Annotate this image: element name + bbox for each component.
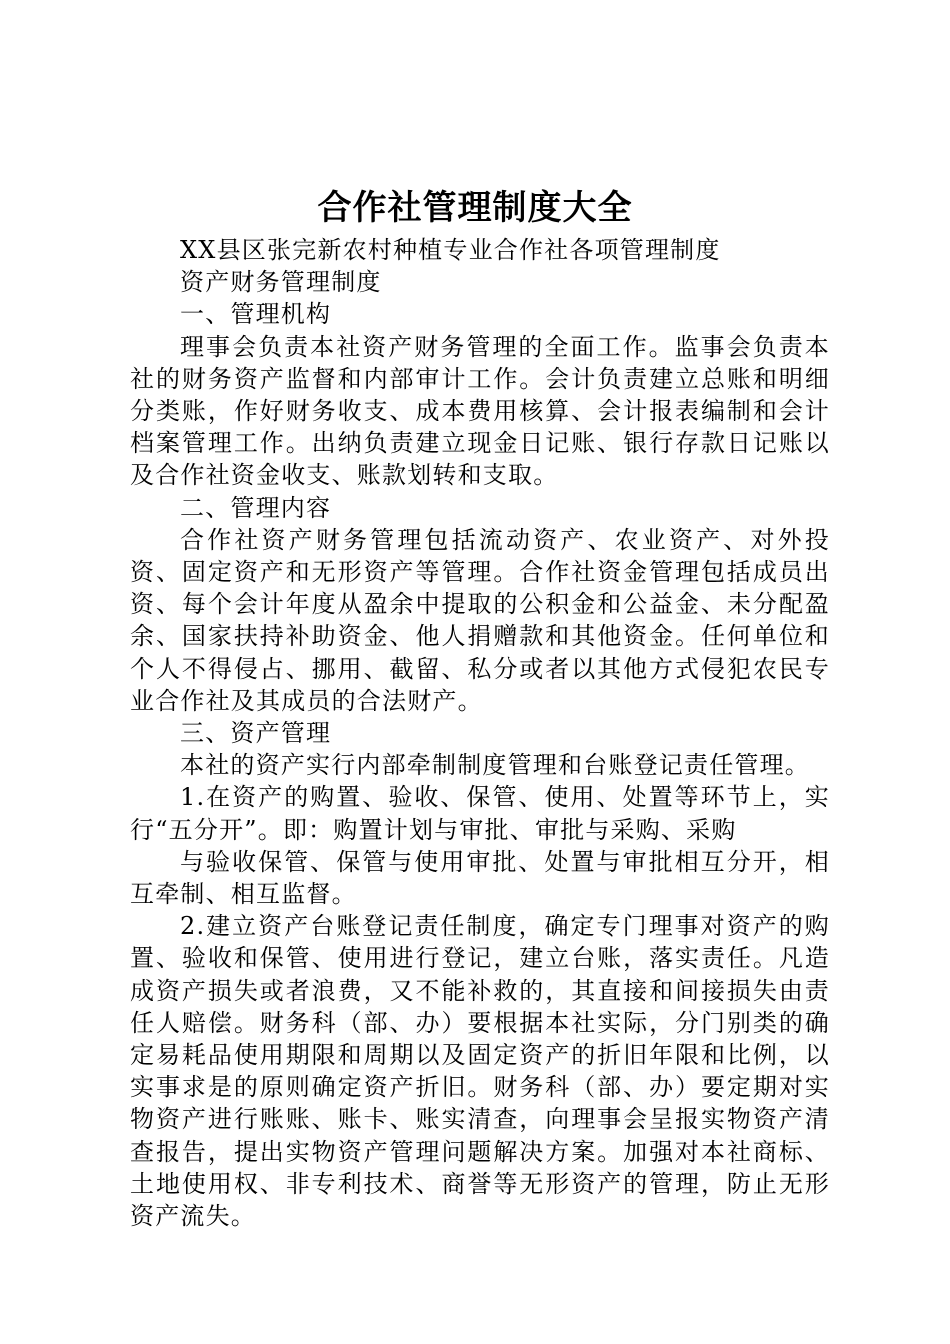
document-body [130, 234, 830, 1232]
document-title: 合作社管理制度大全 [317, 188, 633, 228]
subtitle-paragraph: XX县区张完新农村种植专业合作社各项管理制度 [180, 236, 721, 264]
paragraph-asset-intro: 本社的资产实行内部牵制制度管理和台账登记责任管理。 [180, 751, 810, 780]
heading-management-content: 二、管理内容 [180, 493, 332, 522]
section-heading-finance: 资产财务管理制度 [180, 268, 382, 297]
paragraph-management-org: 理事会负责本社资产财务管理的全面工作。监事会负责本社的财务资产监督和内部审计工作。会计负责建立总账和明细分类账，作好财务收支、成本费用核算、会计报表编制和会计档案管理工作。出纳负责建立现金日记账、银行存款日记账以及合作社资金收支、账款划转和支取。 [130, 332, 830, 490]
paragraph-item-2: 2.建立资产台账登记责任制度，确定专门理事对资产的购置、验收和保管、使用进行登记，建立台账，落实责任。凡造成资产损失或者浪费，又不能补救的，其直接和间接损失由责任人赔偿。财务科（部、办）要根据本社实际，分门别类的确定易耗品使用期限和周期以及固定资产的折旧年限和比例，以实事求是的原则确定资产折旧。财务科（部、办）要定期对实物资产进行账账、账卡、账实清查，向理事会呈报实物资产清查报告，提出实物资产管理问题解决方案。加强对本社商标、土地使用权、非专利技术、商誉等无形资产的管理，防止无形资产流失。 [130, 912, 830, 1231]
paragraph-management-content: 合作社资产财务管理包括流动资产、农业资产、对外投资、固定资产和无形资产等管理。合作社资金管理包括成员出资、每个会计年度从盈余中提取的公积金和公益金、未分配盈余、国家扶持补助资金、他人捐赠款和其他资金。任何单位和个人不得侵占、挪用、截留、私分或者以其他方式侵犯农民专业合作社及其成员的合法财产。 [130, 525, 830, 715]
paragraph-item-1: 1.在资产的购置、验收、保管、使用、处置等环节上，实行“五分开”。即：购置计划与审批、审批与采购、采购 [130, 783, 830, 844]
paragraph-item-1-continued: 与验收保管、保管与使用审批、处置与审批相互分开，相互牵制、相互监督。 [130, 847, 830, 909]
heading-asset-management: 三、资产管理 [180, 719, 332, 748]
heading-management-org: 一、管理机构 [180, 300, 332, 329]
